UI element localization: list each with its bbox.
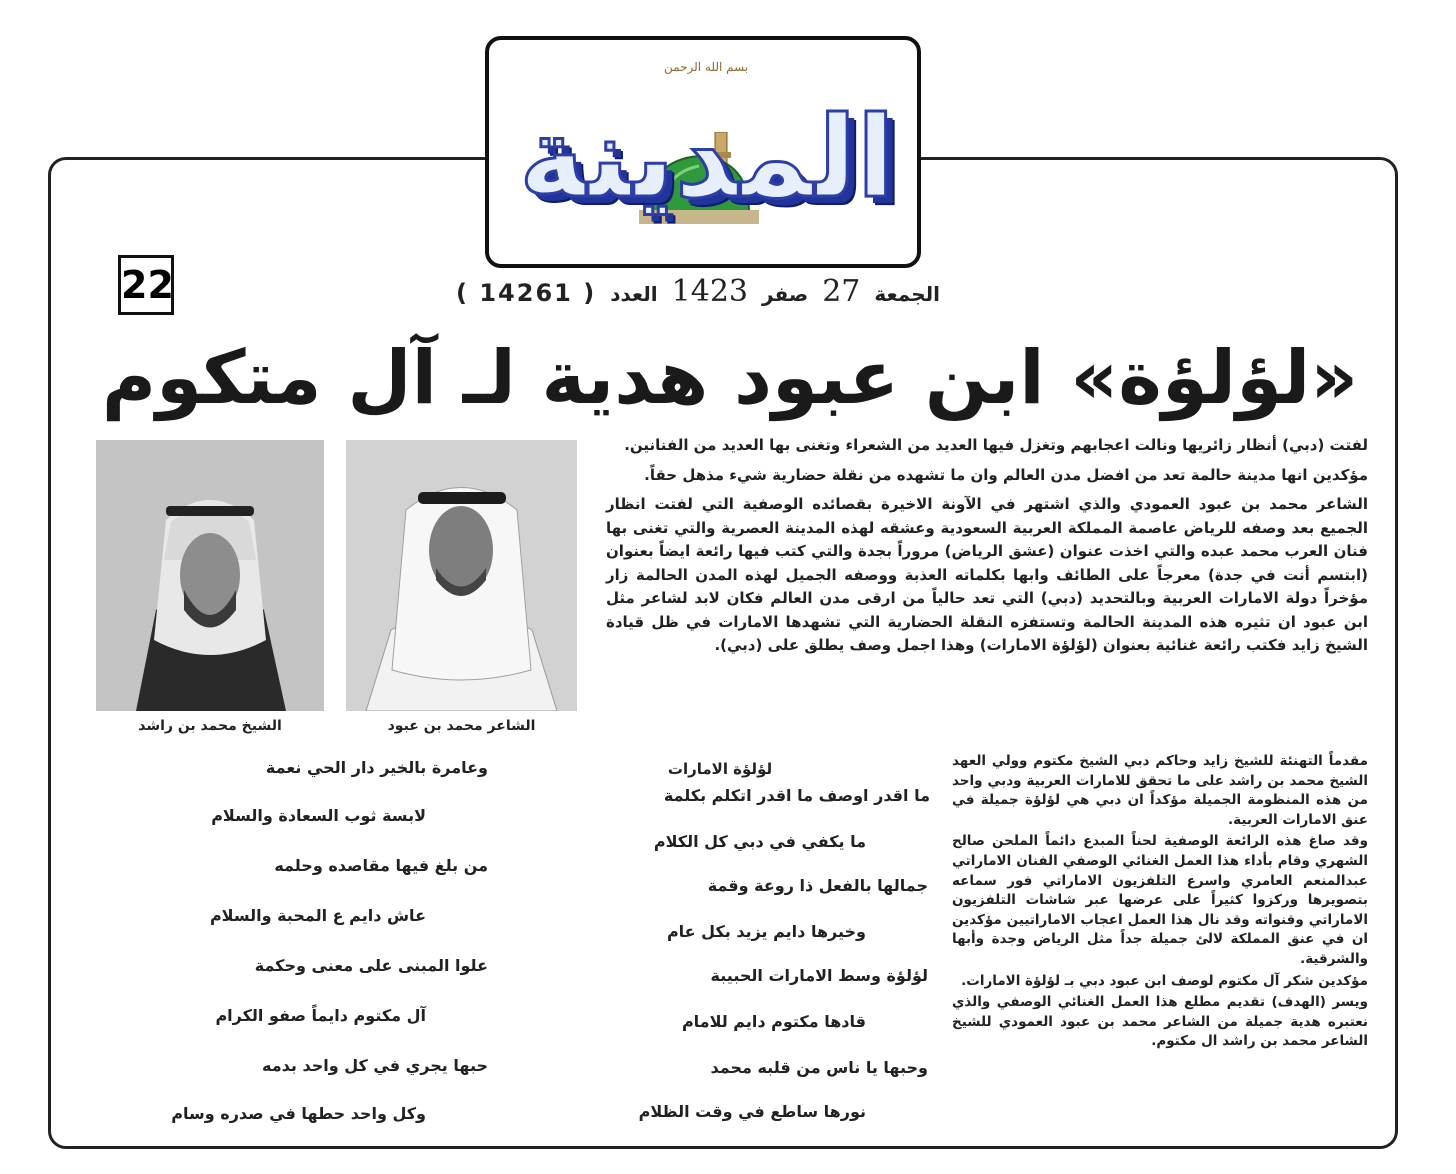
poem-verse: حبها يجري في كل واحد بدمه xyxy=(262,1056,488,1075)
newspaper-masthead xyxy=(485,36,921,268)
poem-verse: وعامرة بالخير دار الحي نعمة xyxy=(265,758,488,777)
photo-sheikh xyxy=(96,440,324,711)
dateline-issue-number: ( 14261 ) xyxy=(456,279,597,307)
poem-verse: جمالها بالفعل ذا روعة وقمة xyxy=(707,876,928,895)
dateline-year: 1423 xyxy=(671,274,749,309)
page-number: 22 xyxy=(118,255,174,315)
portrait-illustration xyxy=(346,440,577,711)
column-paragraph: ويسر (الهدف) تقديم مطلع هذا العمل الغنائي الوصفي والذي نعتبره هدية جميلة من الشاعر محمد بن عبود العمودي للشيخ الشاعر محمد بن راشد ال مكتوم. xyxy=(952,994,1368,1050)
poem-verse: من بلغ فيها مقاصده وحلمه xyxy=(274,856,488,875)
photo-poet xyxy=(346,440,577,711)
poem-verse: علوا المبنى على معنى وحكمة xyxy=(254,956,488,975)
poem-verse: وحبها يا ناس من قلبه محمد xyxy=(710,1058,928,1077)
column-paragraph: مقدماً التهنئة للشيخ زايد وحاكم دبي الشيخ مكتوم وولي العهد الشيخ محمد بن راشد على ما تحقق للامارات العربية ودبي واحد من هذه المنظومة الجميلة مؤكداً ان دبي هي لؤلؤة جميلة في عنق الامارات العربية. xyxy=(952,753,1368,828)
intro-article xyxy=(606,434,1368,664)
poem-verse: ما يكفي في دبي كل الكلام xyxy=(653,832,866,851)
intro-paragraph: مؤكدين انها مدينة حالمة تعد من افضل مدن العالم وان ما تشهده من نقلة حضارية شيء مذهل حقاً. xyxy=(644,465,1368,484)
masthead-title: المدينة xyxy=(519,93,895,223)
intro-paragraph: الشاعر محمد بن عبود العمودي والذي اشتهر في الآونة الاخيرة بقصائده الوصفية التي لفتت انظار الجميع بعد وصفه للرياض عاصمة المملكة العربية السعودية وعشقه لهذه المدينة العصرية والتي تغنى بها فنان العرب محمد عبده والتي اخذت عنوان (عشق الرياض) مروراً بجدة والتي كتب فيها رائعة ايضاً بعنوان (ابتسم أنت في جدة) معرجاً على الطائف وابها بكلماته العذبة ووصفه الجميل لهذه المدن الحالمة زار مؤخراً دولة الامارات العربية وبالتحديد (دبي) التي تعد حالياً من ارقى مدن العالم فكان لابد لشاعر مثل ابن عبود ان تثيره هذه المدينة الحالمة وتستفزه النقلة الحضارية التي تشهدها الامارات في ظل قيادة الشيخ زايد فكتب رائعة غنائية بعنوان (لؤلؤة الامارات) وهذا اجمل وصف يطلق على (دبي). xyxy=(606,495,1368,654)
intro-paragraph: لفتت (دبي) أنظار زائريها ونالت اعجابهم وتغزل فيها العديد من الشعراء وتغنى بها العديد من الفنانين. xyxy=(624,436,1368,454)
dateline-issue-label: العدد xyxy=(610,282,658,306)
poem-verse: وخيرها دايم يزيد بكل عام xyxy=(666,922,866,941)
poem-verse: ما اقدر اوصف ما اقدر اتكلم بكلمة xyxy=(663,786,930,805)
article-column xyxy=(952,752,1368,1054)
dateline-month: صفر xyxy=(762,282,809,306)
poem-verse: آل مكتوم دايماً صفو الكرام xyxy=(215,1006,426,1025)
photo-caption-poet: الشاعر محمد بن عبود xyxy=(387,718,536,734)
poem-verse: قادها مكتوم دايم للامام xyxy=(681,1012,866,1031)
masthead-calligraphy: بسم الله الرحمن xyxy=(664,60,749,74)
poem-verse: نورها ساطع في وقت الظلام xyxy=(638,1102,866,1121)
dateline-day-number: 27 xyxy=(822,274,861,309)
dateline xyxy=(340,274,940,310)
poem-verse: لؤلؤة وسط الامارات الحبيبة xyxy=(710,966,928,985)
poem-verse: لابسة ثوب السعادة والسلام xyxy=(211,806,426,825)
headline: «لؤلؤة» ابن عبود هدية لـ آل متكوم xyxy=(101,335,1359,421)
column-paragraph: مؤكدين شكر آل مكتوم لوصف ابن عبود دبي بـ لؤلؤة الامارات. xyxy=(961,972,1368,989)
portrait-illustration xyxy=(96,440,324,711)
poem-verse: وكل واحد حطها في صدره وسام xyxy=(171,1104,426,1123)
column-paragraph: وقد صاغ هذه الرائعة الوصفية لحناً المبدع دائماً الملحن صالح الشهري وقام بأداء هذا العمل الغنائي الوصفي الفنان الاماراتي عبدالمنعم العامري واسرع التلفزيون الاماراتي فور سماعه بتصويرها وركزوا كثيراً على عرضها عبر شاشات التلفزيون الاماراتي وقنواته وقد نال هذا العمل اعجاب الاماراتيين مؤكدين ان في عنق المملكة لالئ جميلة جداً مثل الرياض وجدة وأبها والشرقية. xyxy=(952,833,1368,967)
poem-title: لؤلؤة الامارات xyxy=(667,760,773,778)
dateline-day: الجمعة xyxy=(874,282,940,306)
photo-caption-sheikh: الشيخ محمد بن راشد xyxy=(138,718,282,734)
poem-verse: عاش دايم ع المحبة والسلام xyxy=(209,906,426,925)
